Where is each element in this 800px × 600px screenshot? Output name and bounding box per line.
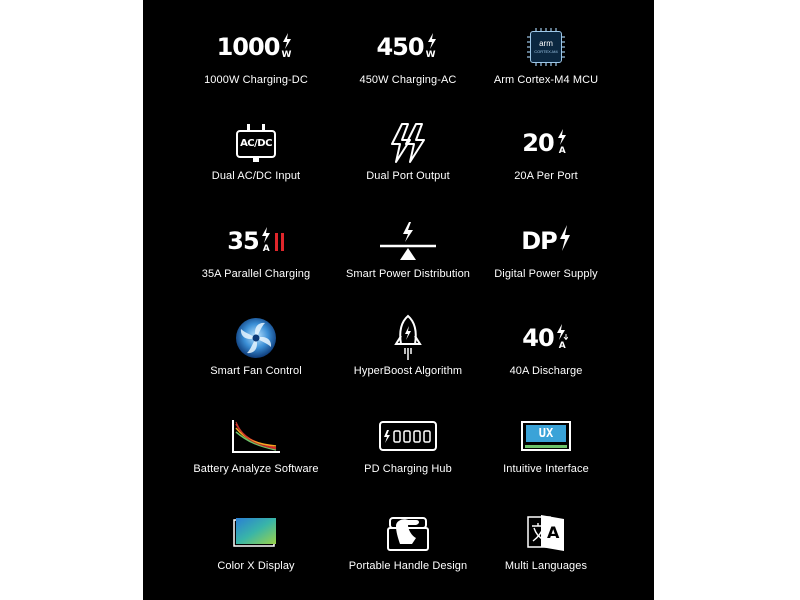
dp-text: DP [521,227,557,255]
feature-label: HyperBoost Algorithm [353,365,463,377]
bolt-35a-parallel-icon [171,218,341,264]
chip-subtext: CORTEX-M4 [534,49,558,54]
feature-digital-supply [461,200,631,298]
plug-text: AC/DC [240,138,272,149]
battery-graph-icon [171,413,341,459]
feature-label: 35A Parallel Charging [201,268,311,280]
feature-label: PD Charging Hub [364,463,452,475]
ux-screen-icon [461,413,631,459]
arm-chip-icon [461,24,631,70]
feature-number: 40 [522,323,554,352]
feature-ux-interface [461,395,631,493]
fan-icon [171,315,341,361]
feature-acdc-input [171,102,341,200]
feature-unit: A [262,243,270,254]
ux-bar [525,445,567,448]
feature-label: Smart Power Distribution [345,268,471,280]
feature-unit: W [281,49,292,60]
feature-fan-control [171,297,341,395]
ux-screen [521,421,571,451]
chip-text: arm [539,39,553,48]
language-icon [461,510,631,556]
feature-color-display [171,492,341,590]
ux-text: UX [526,425,566,442]
feature-20a-port [461,102,631,200]
feature-label: 1000W Charging-DC [204,74,308,86]
feature-number: 20 [522,128,554,157]
bolt-40a-icon [461,315,631,361]
arm-chip-body [530,31,562,63]
acdc-plug-icon [171,120,341,166]
feature-unit: A [558,340,566,351]
feature-number: 35 [227,226,259,255]
feature-label: Dual AC/DC Input [211,170,301,182]
feature-label: 20A Per Port [514,170,578,182]
feature-battery-analyze [171,395,341,493]
dp-bolt-icon [461,218,631,264]
feature-label: Smart Fan Control [210,365,302,377]
feature-label: Dual Port Output [366,170,450,182]
feature-panel [143,0,654,600]
bolt-1000w-icon [171,24,341,70]
feature-label: 40A Discharge [509,365,583,377]
feature-unit: W [425,49,436,60]
color-display-icon [171,510,341,556]
feature-label: Intuitive Interface [503,463,589,475]
feature-40a-discharge [461,297,631,395]
feature-label: Digital Power Supply [494,268,598,280]
feature-label: Battery Analyze Software [193,463,319,475]
feature-label: Color X Display [217,560,295,572]
feature-number: 1000 [216,32,280,61]
feature-label: Multi Languages [504,560,588,572]
feature-unit: A [558,145,566,156]
feature-label: 450W Charging-AC [359,74,457,86]
bolt-20a-icon [461,120,631,166]
feature-number: 450 [376,32,424,61]
feature-35a-parallel [171,200,341,298]
feature-arm-mcu [461,6,631,104]
feature-1000w-dc [171,6,341,104]
feature-label: Portable Handle Design [348,560,468,572]
feature-languages [461,492,631,590]
language-letter: A [547,523,560,542]
feature-label: Arm Cortex-M4 MCU [493,74,599,86]
parallel-bars-icon [275,233,285,251]
